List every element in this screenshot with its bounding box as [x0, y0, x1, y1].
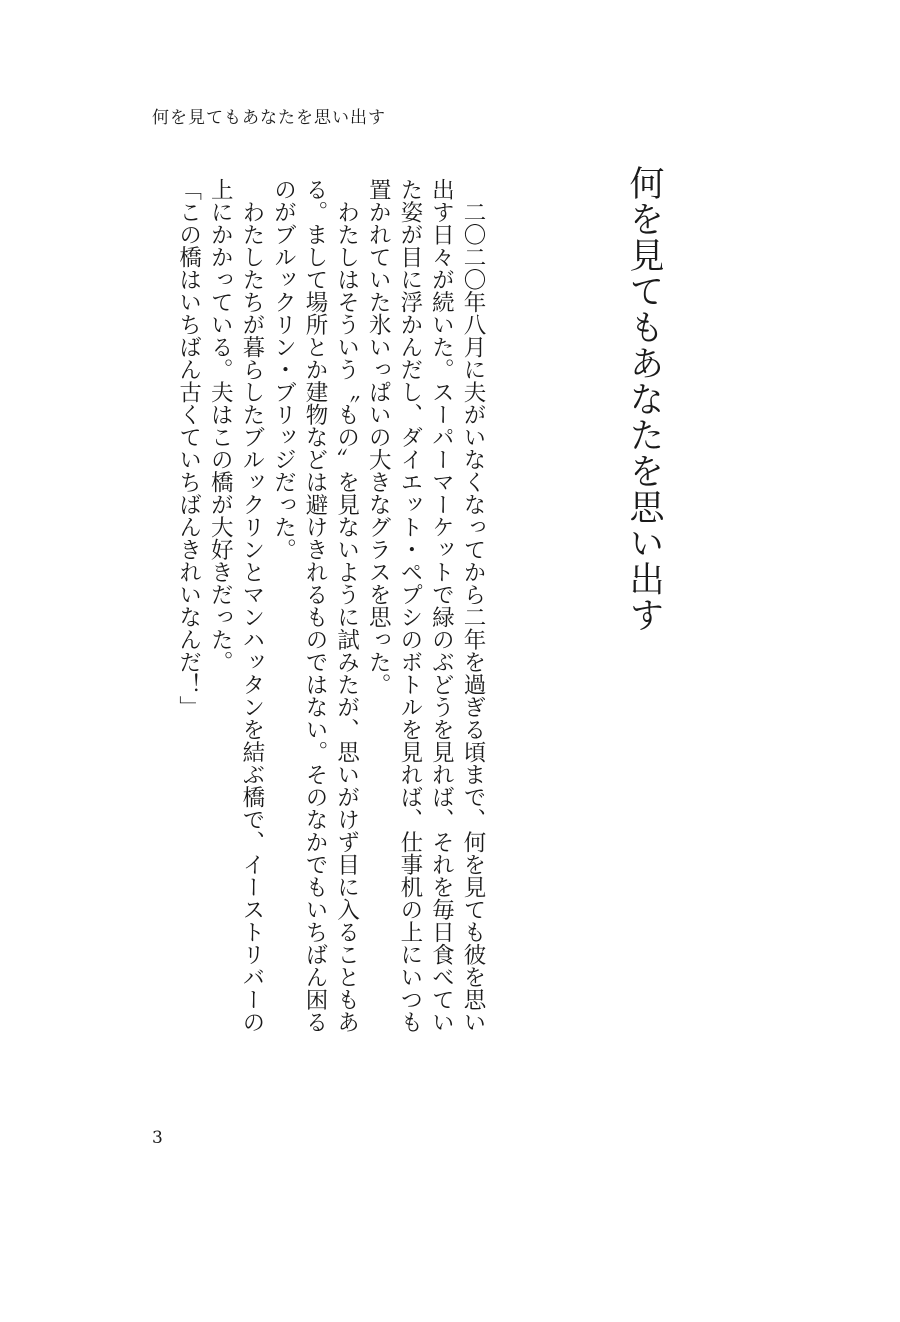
text-line: わたしはそういう〝もの〟を見ないように試みたが、思いがけず目に入ることもあ: [333, 178, 360, 1033]
text-line: た姿が目に浮かんだし、ダイエット・ペプシのボトルを見れば、仕事机の上にいつも: [396, 178, 423, 1033]
chapter-title: 何を見てもあなたを思い出す: [624, 165, 664, 633]
body-text: [108, 178, 488, 1078]
text-line: 上にかかっている。夫はこの橋が大好きだった。: [207, 178, 234, 673]
text-line: 出す日々が続いた。スーパーマーケットで緑のぶどうを見れば、それを毎日食べてい: [428, 178, 455, 1033]
text-line: わたしたちが暮らしたブルックリンとマンハッタンを結ぶ橋で、イーストリバーの: [238, 178, 265, 1033]
running-header: 何を見てもあなたを思い出す: [152, 108, 386, 128]
text-line: 置かれていた氷いっぱいの大きなグラスを思った。: [365, 178, 392, 696]
text-line: る。まして場所とか建物などは避けきれるものではない。そのなかでもいちばん困る: [302, 178, 329, 1033]
text-line: 「この橋はいちばん古くていちばんきれいなんだ！」: [175, 178, 202, 718]
text-line: のがブルックリン・ブリッジだった。: [270, 178, 297, 561]
page-number: 3: [152, 1128, 163, 1148]
text-line: 二〇二〇年八月に夫がいなくなってから二年を過ぎる頃まで、何を見ても彼を思い: [460, 178, 486, 1033]
